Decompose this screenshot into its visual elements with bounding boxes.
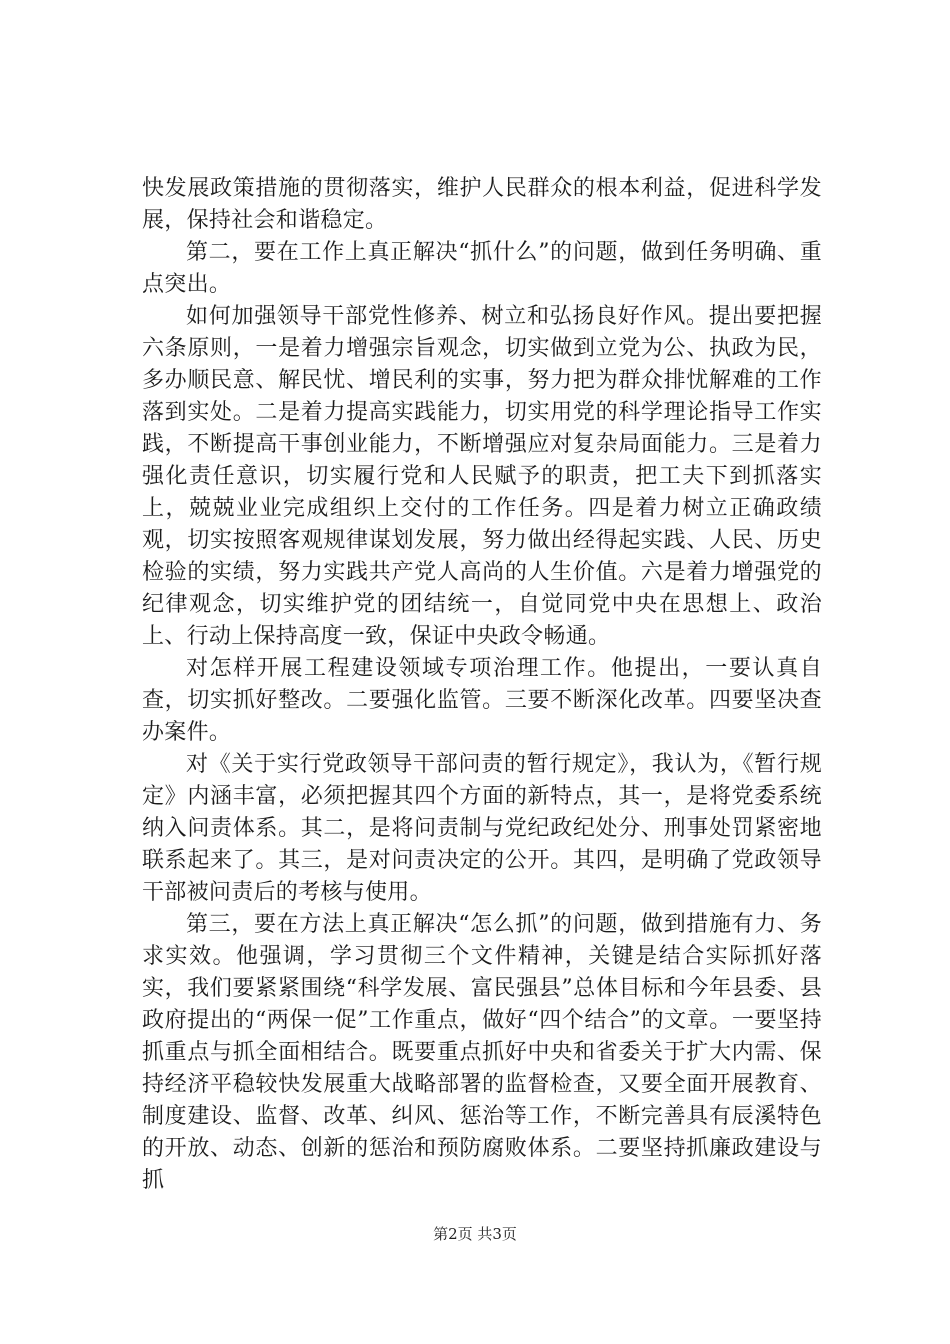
- paragraph-1: 快发展政策措施的贯彻落实，维护人民群众的根本利益，促进科学发展，保持社会和谐稳定。: [142, 176, 822, 233]
- page-footer: 第2页 共3页: [433, 1225, 517, 1243]
- paragraph-3: 如何加强领导干部党性修养、树立和弘扬良好作风。提出要把握六条原则，一是着力增强宗旨观念，切实做到立党为公、执政为民，多办顺民意、解民忧、增民利的实事，努力把为群众排忧解难的工作落到实处。二是着力提高实践能力，切实用党的科学理论指导工作实践，不断提高干事创业能力，不断增强应对复杂局面能力。三是着力强化责任意识，切实履行党和人民赋予的职责，把工夫下到抓落实上，兢兢业业完成组织上交付的工作任务。四是着力树立正确政绩观，切实按照客观规律谋划发展，努力做出经得起实践、人民、历史检验的实绩，努力实践共产党人高尚的人生价值。六是着力增强党的纪律观念，切实维护党的团结统一，自觉同党中央在思想上、政治上、行动上保持高度一致，保证中央政令畅通。: [142, 304, 822, 649]
- document-body: [142, 173, 822, 1197]
- paragraph-6: 第三，要在方法上真正解决“怎么抓”的问题，做到措施有力、务求实效。他强调，学习贯彻三个文件精神，关键是结合实际抓好落实，我们要紧紧围绕“科学发展、富民强县”总体目标和今年县委、县政府提出的“两保一促”工作重点，做好“四个结合”的文章。一要坚持抓重点与抓全面相结合。既要重点抓好中央和省委关于扩大内需、保持经济平稳较快发展重大战略部署的监督检查，又要全面开展教育、制度建设、监督、改革、纠风、惩治等工作，不断完善具有辰溪特色的开放、动态、创新的惩治和预防腐败体系。二要坚持抓廉政建设与抓: [142, 912, 822, 1193]
- paragraph-4: 对怎样开展工程建设领域专项治理工作。他提出，一要认真自查，切实抓好整改。二要强化监管。三要不断深化改革。四要坚决查办案件。: [142, 656, 822, 745]
- paragraph-2: 第二，要在工作上真正解决“抓什么”的问题，做到任务明确、重点突出。: [142, 240, 822, 297]
- paragraph-5: 对《关于实行党政领导干部问责的暂行规定》，我认为，《暂行规定》内涵丰富，必须把握其四个方面的新特点，其一，是将党委系统纳入问责体系。其二，是将问责制与党纪政纪处分、刑事处罚紧密地联系起来了。其三，是对问责决定的公开。其四，是明确了党政领导干部被问责后的考核与使用。: [142, 752, 822, 905]
